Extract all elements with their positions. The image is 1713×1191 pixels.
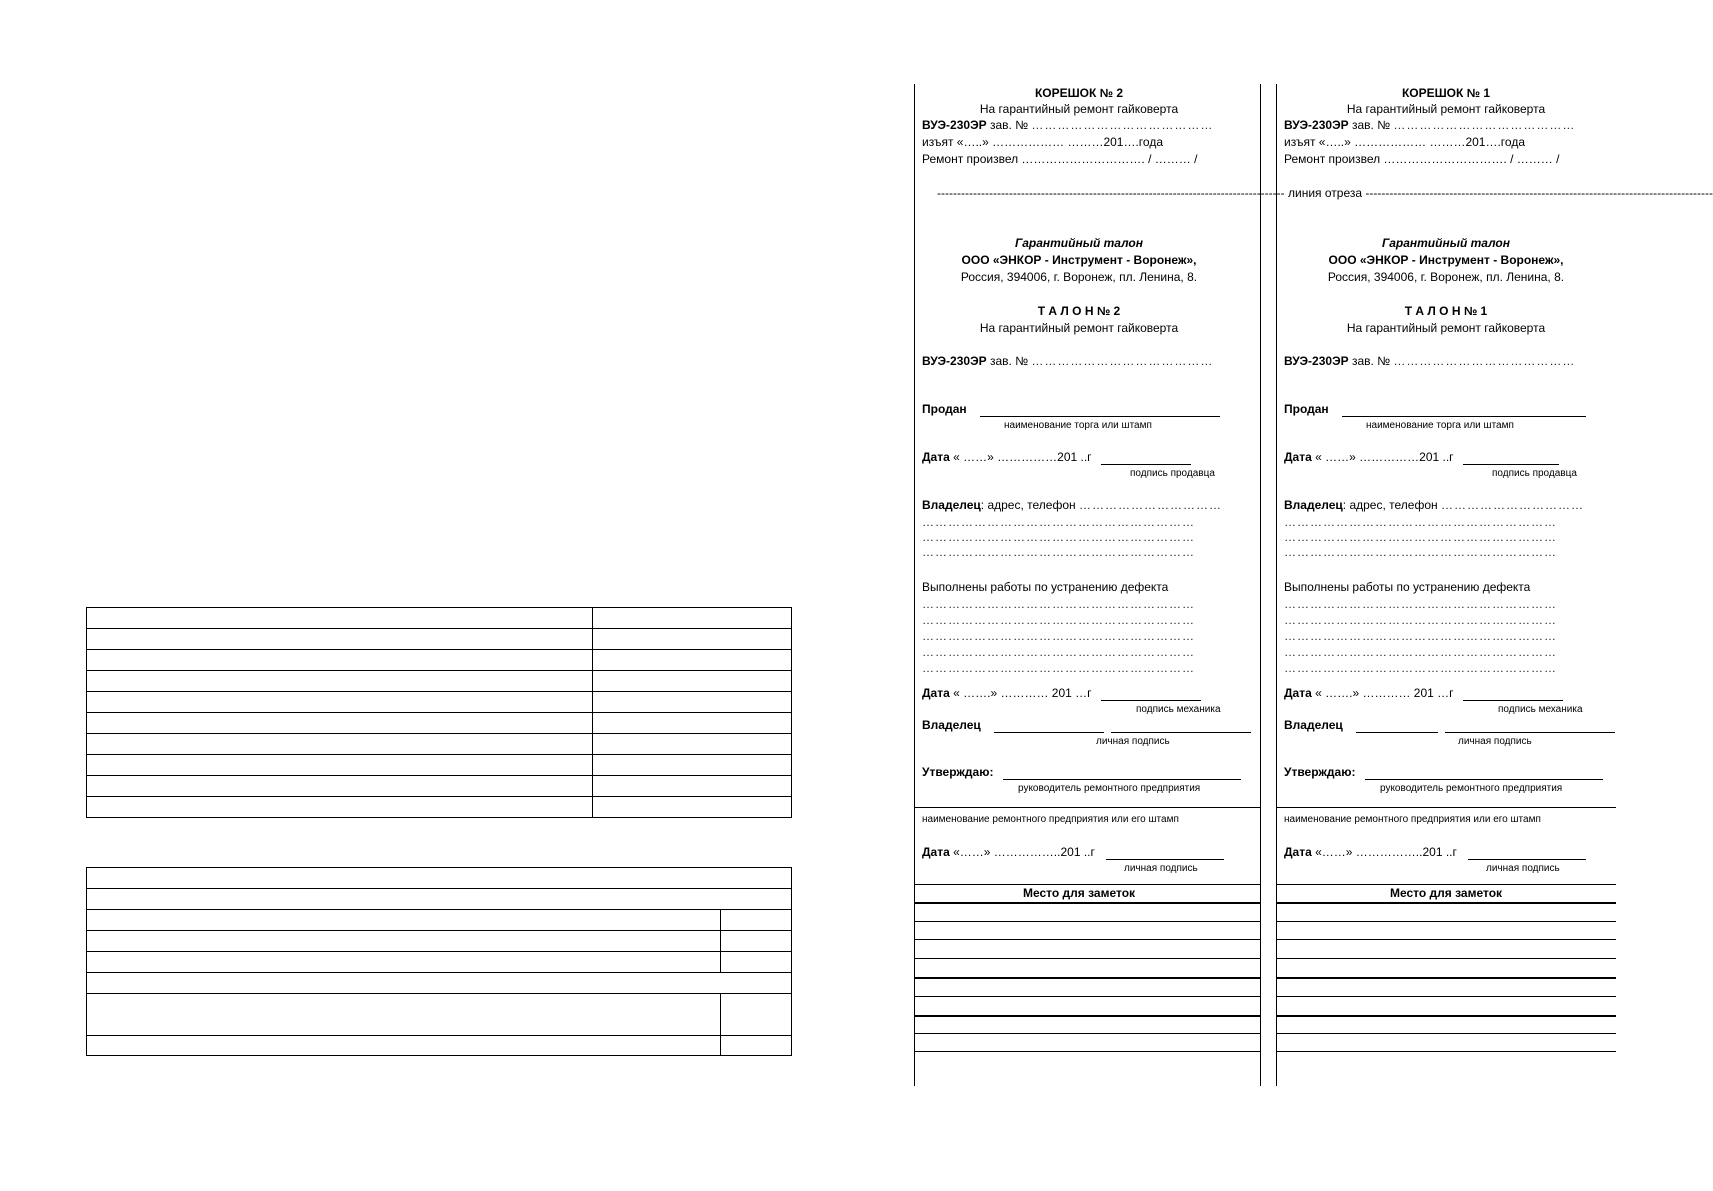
- stub-repaired-by: Ремонт произвел …………………………. / ……… /: [922, 152, 1198, 166]
- owner-sign-caption: личная подпись: [1458, 736, 1532, 747]
- talon-title: Т А Л О Н № 2: [1037, 304, 1121, 318]
- notes-rule: [1276, 1033, 1616, 1034]
- talon-subtitle: На гарантийный ремонт гайковерта: [979, 321, 1179, 335]
- divider: [1276, 807, 1616, 808]
- sold-row: Продан: [922, 402, 1244, 417]
- approve-row: Утверждаю:: [1284, 765, 1616, 780]
- blank-table-top: [86, 607, 792, 818]
- seller-sign-caption: подпись продавца: [1130, 468, 1215, 479]
- notes-rule: [1276, 958, 1616, 959]
- gutter-rule-a: [1260, 84, 1261, 1086]
- sold-row: Продан: [1284, 402, 1616, 417]
- work-dots-3: ………………………………………………………: [922, 629, 1195, 643]
- stub-serial: ВУЭ-230ЭР зав. № ……………………………………: [922, 118, 1214, 132]
- notes-rule: [914, 1051, 1260, 1052]
- sold-caption: наименование торга или штамп: [1366, 420, 1514, 431]
- work-dots-2: ………………………………………………………: [1284, 613, 1557, 627]
- owner-dots-1: ………………………………………………………: [1284, 515, 1557, 529]
- company-address: Россия, 394006, г. Воронеж, пл. Ленина, 8.: [960, 270, 1198, 284]
- notes-rule: [914, 902, 1260, 904]
- work-dots-2: ………………………………………………………: [922, 613, 1195, 627]
- notes-rule: [1276, 1051, 1616, 1052]
- company-name: ООО «ЭНКОР - Инструмент - Воронеж»,: [1328, 253, 1564, 267]
- coupon-2: [914, 84, 1244, 1086]
- notes-rule: [914, 921, 1260, 922]
- cut-line: --------------------------------------------------------------------------------------- линия отреза ---------------------------------------------------------------------------------------: [937, 186, 1713, 200]
- notes-rule: [914, 1033, 1260, 1034]
- date-final-row: Дата «……» ……………..201 ..г: [922, 845, 1244, 860]
- work-dots-1: ………………………………………………………: [1284, 597, 1557, 611]
- owner-row: Владелец: адрес, телефон ……………………………: [1284, 498, 1584, 512]
- work-done-label: Выполнены работы по устранению дефекта: [922, 580, 1169, 594]
- sold-caption: наименование торга или штамп: [1004, 420, 1152, 431]
- work-dots-5: ………………………………………………………: [922, 661, 1195, 675]
- coupon-1: [1276, 84, 1616, 1086]
- owner-sign-row: Владелец: [1284, 718, 1616, 733]
- notes-rule: [914, 958, 1260, 959]
- stub-seized: изъят «…..» ……………… ………201….года: [922, 135, 1164, 149]
- mechanic-caption: подпись механика: [1136, 704, 1221, 715]
- notes-rule: [914, 939, 1260, 940]
- talon-serial: ВУЭ-230ЭР зав. № ……………………………………: [922, 354, 1214, 368]
- stub-seized: изъят «…..» ……………… ………201….года: [1284, 135, 1526, 149]
- notes-rule: [1276, 921, 1616, 922]
- owner-dots-2: ………………………………………………………: [1284, 530, 1557, 544]
- owner-dots-2: ………………………………………………………: [922, 530, 1195, 544]
- warranty-title: Гарантийный талон: [1015, 236, 1143, 250]
- notes-rule: [1276, 996, 1616, 997]
- notes-top-rule: [1276, 884, 1616, 885]
- notes-rule: [1276, 977, 1616, 979]
- work-dots-1: ………………………………………………………: [922, 597, 1195, 611]
- notes-title: Место для заметок: [1389, 886, 1503, 900]
- owner-dots-1: ………………………………………………………: [922, 515, 1195, 529]
- warranty-title: Гарантийный талон: [1382, 236, 1510, 250]
- blank-table-bottom: [86, 867, 792, 1056]
- stub-subtitle: На гарантийный ремонт гайковерта: [979, 102, 1179, 116]
- approve-row: Утверждаю:: [922, 765, 1244, 780]
- stub-serial: ВУЭ-230ЭР зав. № ……………………………………: [1284, 118, 1576, 132]
- work-dots-4: ………………………………………………………: [1284, 645, 1557, 659]
- notes-rule: [1276, 1015, 1616, 1017]
- owner-sign-row: Владелец: [922, 718, 1244, 733]
- notes-title: Место для заметок: [1022, 886, 1136, 900]
- stub-title: КОРЕШОК № 1: [1401, 86, 1491, 100]
- seller-sign-caption: подпись продавца: [1492, 468, 1577, 479]
- final-sign-caption: личная подпись: [1124, 863, 1198, 874]
- work-dots-3: ………………………………………………………: [1284, 629, 1557, 643]
- divider: [914, 807, 1260, 808]
- date-sold-row: Дата « ……» ……………201 ..г: [922, 450, 1244, 465]
- notes-top-rule: [914, 884, 1260, 885]
- repair-org-caption: наименование ремонтного предприятия или его штамп: [922, 814, 1179, 825]
- stub-subtitle: На гарантийный ремонт гайковерта: [1346, 102, 1546, 116]
- final-sign-caption: личная подпись: [1486, 863, 1560, 874]
- notes-rule: [914, 996, 1260, 997]
- date-repair-row: Дата « …….» ………… 201 …г: [1284, 686, 1616, 701]
- date-sold-row: Дата « ……» ……………201 ..г: [1284, 450, 1616, 465]
- owner-row: Владелец: адрес, телефон ……………………………: [922, 498, 1222, 512]
- repair-org-caption: наименование ремонтного предприятия или его штамп: [1284, 814, 1541, 825]
- owner-dots-3: ………………………………………………………: [1284, 545, 1557, 559]
- work-dots-4: ………………………………………………………: [922, 645, 1195, 659]
- talon-title: Т А Л О Н № 1: [1404, 304, 1488, 318]
- stub-repaired-by: Ремонт произвел …………………………. / ……… /: [1284, 152, 1560, 166]
- talon-serial: ВУЭ-230ЭР зав. № ……………………………………: [1284, 354, 1576, 368]
- owner-sign-caption: личная подпись: [1096, 736, 1170, 747]
- work-dots-5: ………………………………………………………: [1284, 661, 1557, 675]
- company-name: ООО «ЭНКОР - Инструмент - Воронеж»,: [961, 253, 1197, 267]
- notes-rule: [1276, 902, 1616, 904]
- notes-rule: [1276, 939, 1616, 940]
- work-done-label: Выполнены работы по устранению дефекта: [1284, 580, 1531, 594]
- head-caption: руководитель ремонтного предприятия: [1380, 783, 1563, 794]
- mechanic-caption: подпись механика: [1498, 704, 1583, 715]
- talon-subtitle: На гарантийный ремонт гайковерта: [1346, 321, 1546, 335]
- notes-rule: [914, 1015, 1260, 1017]
- stub-title: КОРЕШОК № 2: [1034, 86, 1124, 100]
- owner-dots-3: ………………………………………………………: [922, 545, 1195, 559]
- notes-rule: [914, 977, 1260, 979]
- company-address: Россия, 394006, г. Воронеж, пл. Ленина, 8.: [1327, 270, 1565, 284]
- date-repair-row: Дата « …….» ………… 201 …г: [922, 686, 1244, 701]
- head-caption: руководитель ремонтного предприятия: [1018, 783, 1201, 794]
- date-final-row: Дата «……» ……………..201 ..г: [1284, 845, 1616, 860]
